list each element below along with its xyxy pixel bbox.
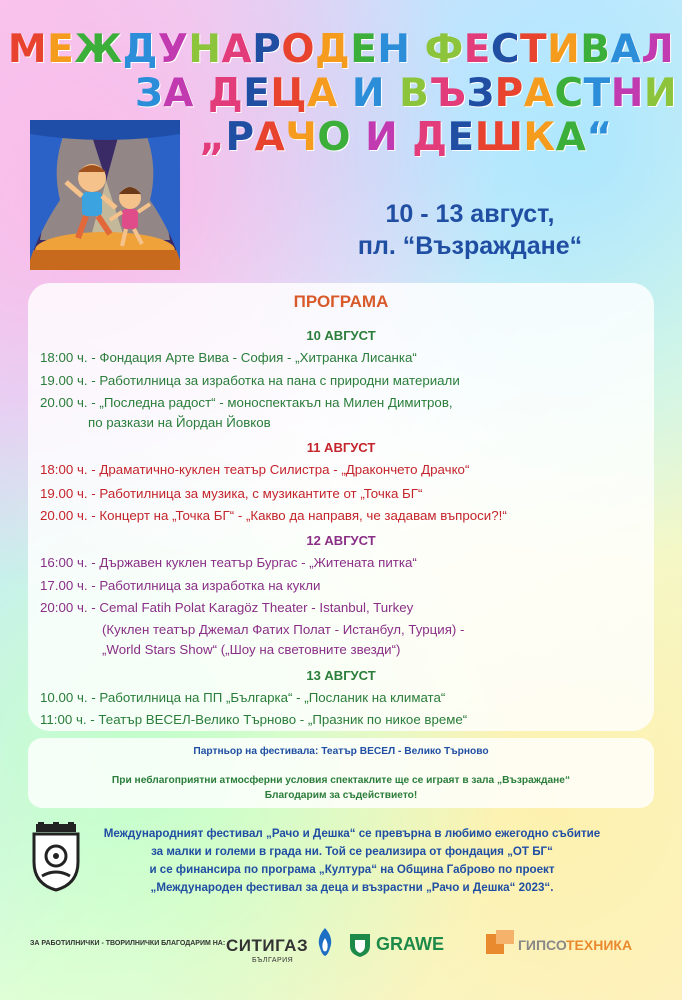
day-heading-10: 10 АВГУСТ (306, 328, 376, 343)
program-row: 18:00 ч. - Фондация Арте Вива - София - „Хитранка Лисанка“ (40, 350, 417, 365)
program-row: 20.00 ч. - „Последна радост“ - моноспектакъл на Милен Димитров, (40, 395, 453, 410)
program-row: 16:00 ч. - Държавен куклен театър Бургас - „Житената питка“ (40, 555, 417, 570)
title-line-2 (130, 72, 682, 116)
program-row-continued: „World Stars Show“ („Шоу на световните звезди“) (102, 642, 401, 657)
title-letter: З (466, 71, 495, 116)
title-letter: Е (350, 27, 378, 72)
gipso-name-a: ГИПСО (518, 937, 567, 953)
gipso-name-b: ТЕХНИКА (566, 937, 633, 953)
title-letter: И (365, 115, 399, 160)
title-letter: Е (447, 115, 475, 160)
title-letter: А (254, 115, 286, 160)
program-row: 18:00 ч. - Драматично-куклен театър Силистра - „Дракончето Драчко“ (40, 462, 470, 477)
title-letter: Р (252, 27, 282, 72)
flame-icon (316, 928, 334, 956)
title-letter: Д (122, 27, 158, 72)
footer-line: Международният фестивал „Рачо и Дешка“ се превърна в любимо ежегодно събитие (103, 827, 601, 840)
partner-line: Партньор на фестивала: Театър ВЕСЕЛ - Велико Търново (193, 746, 489, 757)
program-row-continued: (Куклен театър Джемал Фатих Полат - Истанбул, Турция) - (102, 622, 465, 637)
title-letter: Д (412, 115, 448, 160)
title-letter: „ (199, 115, 226, 160)
sitigaz-logo (226, 928, 336, 968)
title-letter: В (399, 71, 430, 116)
grawe-logo (348, 930, 458, 960)
title-letter (194, 71, 208, 116)
footer-line: и се финансира по програма „Култура“ на Община Габрово по проект (149, 863, 555, 876)
festival-dates (320, 198, 620, 262)
weather-notice: При неблагоприятни атмосферни условия спектаклите ще се играят в зала „Възраждане“ (111, 775, 571, 786)
footer-line: „Международен фестивал за деца и възрастни „Рачо и Дешка“ 2023“. (150, 881, 554, 894)
title-letter: А (221, 27, 253, 72)
title-letter: Ц (270, 71, 308, 116)
title-letter: Д (208, 71, 244, 116)
program-row: 20.00 ч. - Концерт на „Точка БГ“ - „Какво да направя, че задавам въпроси?!“ (40, 508, 507, 523)
program-row: 19.00 ч. - Работилница за изработка на пана с природни материали (40, 373, 460, 388)
gipsotehnika-logo (486, 930, 656, 960)
title-letter: Р (494, 71, 524, 116)
gabrovo-crest-icon (30, 822, 82, 892)
title-letter: У (157, 27, 189, 72)
title-letter: Е (47, 27, 75, 72)
sitigaz-sub: БЪЛГАРИЯ (252, 957, 294, 964)
sitigaz-name: СИТИГАЗ (226, 936, 309, 955)
grawe-name: GRAWE (376, 934, 445, 954)
date-range: 10 - 13 август, (385, 200, 555, 228)
title-letter: “ (586, 115, 613, 160)
title-letter (398, 115, 412, 160)
program-row: 19.00 ч. - Работилница за музика, с музикантите от „Точка БГ“ (40, 486, 423, 501)
title-letter: В (580, 27, 611, 72)
program-title: ПРОГРАМА (293, 292, 389, 311)
title-letter: Н (377, 27, 411, 72)
title-letter: А (555, 115, 587, 160)
title-letter: Р (225, 115, 255, 160)
title-letter: Т (520, 27, 548, 72)
title-letter (351, 115, 365, 160)
program-row: 17.00 ч. - Работилница за изработка на кукли (40, 578, 321, 593)
sponsors-thanks: ЗА РАБОТИЛНИЧКИ - ТВОРИЛНИЧКИ БЛАГОДАРИМ НА: (30, 940, 226, 947)
program-row: 20:00 ч. - Cemal Fatih Polat Karagöz Theater - Istanbul, Turkey (40, 600, 414, 615)
day-heading-13: 13 АВГУСТ (306, 668, 376, 683)
title-letter: А (610, 27, 642, 72)
title-letter: Ф (424, 27, 464, 72)
title-letter: Е (463, 27, 491, 72)
title-letter (385, 71, 399, 116)
program-row: 11:00 ч. - Театър ВЕСЕЛ-Велико Търново - „Празник по никое време“ (40, 712, 468, 727)
title-letter: О (281, 27, 315, 72)
title-letter: Е (243, 71, 271, 116)
thanks-notice: Благодарим за съдействието! (264, 790, 418, 801)
title-letter: М (7, 27, 48, 72)
title-letter: С (554, 71, 584, 116)
title-letter: Л (641, 27, 675, 72)
day-heading-12: 12 АВГУСТ (306, 533, 376, 548)
grawe-shield-icon (348, 932, 372, 958)
title-letter (411, 27, 425, 72)
title-letter: И (351, 71, 385, 116)
title-letter: Н (610, 71, 644, 116)
program-row: 10.00 ч. - Работилница на ПП „Българка“ - „Посланик на климата“ (40, 690, 446, 705)
footer-line: за малки и големи в града ни. Той се реализира от фондация „ОТ БГ“ (151, 845, 553, 858)
title-letter: О (317, 115, 351, 160)
title-letter: А (307, 71, 338, 116)
title-letter: А (163, 71, 194, 116)
title-letter: З (135, 71, 164, 116)
program-row-continued: по разкази на Йордан Йовков (88, 415, 271, 430)
title-letter: И (547, 27, 581, 72)
title-letter: Ч (285, 115, 318, 160)
day-heading-11: 11 АВГУСТ (306, 440, 376, 455)
title-letter: И (643, 71, 677, 116)
title-letter: Н (188, 27, 222, 72)
title-letter: Ж (74, 27, 123, 72)
gipso-square-icon (486, 930, 514, 958)
title-letter: К (523, 115, 556, 160)
title-letter: С (490, 27, 521, 72)
title-letter: А (523, 71, 555, 116)
title-letter: Т (583, 71, 611, 116)
title-letter (338, 71, 352, 116)
stage-illustration (30, 120, 180, 270)
title-letter: Ш (474, 115, 524, 160)
title-letter: Ъ (429, 71, 467, 116)
venue: пл. “Възраждане“ (357, 232, 583, 260)
title-line-3 (130, 116, 682, 160)
title-line-1 (0, 28, 682, 72)
title-letter: Д (314, 27, 351, 72)
